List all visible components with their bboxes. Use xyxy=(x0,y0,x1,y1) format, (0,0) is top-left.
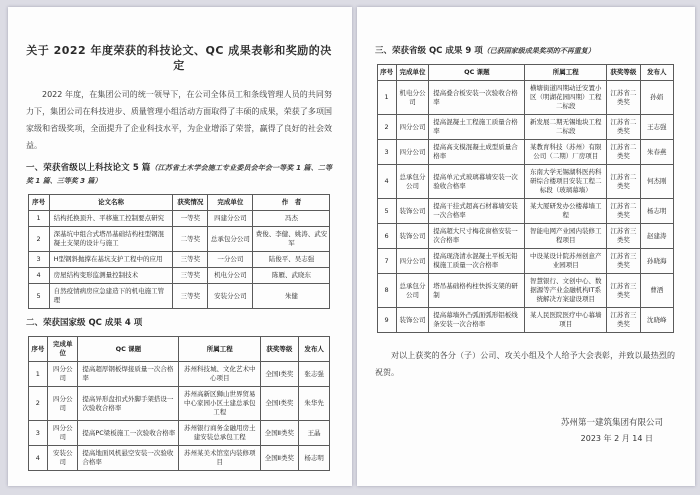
table-row xyxy=(377,81,673,115)
table-cell: 陈雁、武晓东 xyxy=(253,268,330,284)
table-cell: 朱华先 xyxy=(298,387,330,421)
table-cell: 江苏省二类奖 xyxy=(606,199,640,224)
table-cell: 提高干挂式超高石材幕墙安装一次合格率 xyxy=(429,199,525,224)
table-cell: 2 xyxy=(28,227,49,252)
table-cell: 江苏省三类奖 xyxy=(606,249,640,274)
table-header-cell: 完成单位 xyxy=(48,337,78,362)
table-cell: 四分公司 xyxy=(48,362,78,387)
table-cell: 5 xyxy=(377,199,396,224)
company-signature: 苏州第一建筑集团有限公司 xyxy=(560,418,663,428)
table-cell: 提高超厚钢板焊接质量一次合格率 xyxy=(78,362,179,387)
table-cell: 全国Ⅱ类奖 xyxy=(261,421,299,446)
table-row xyxy=(28,387,330,421)
table-cell: 3 xyxy=(28,421,48,446)
table-cell: 费俊、李健、姚涛、武安军 xyxy=(253,227,330,252)
table-cell: 4 xyxy=(28,268,49,284)
table-cell: 冯杰 xyxy=(253,211,330,227)
section3-heading xyxy=(375,45,675,58)
table-cell: 塔吊基础格构柱快拆支架的研制 xyxy=(429,274,525,308)
table-cell: 横塘街道四期动迁安置小区（明湖花园四期）工程二标段 xyxy=(525,81,606,115)
table-cell: 江苏省三类奖 xyxy=(606,224,640,249)
table-header-cell: 序号 xyxy=(28,195,49,211)
table-cell: 江苏省二类奖 xyxy=(606,81,640,115)
table-row xyxy=(377,249,673,274)
table-row xyxy=(28,227,330,252)
table-cell: 智慧银行、文创中心、数据源等产业金融机构IT系统解决方案建设项目 xyxy=(525,274,606,308)
table-cell: 深基坑中组合式塔吊基础结构柱型钢混凝土支架的设计与施工 xyxy=(49,227,173,252)
intro-paragraph: 2022 年度，在集团公司的统一领导下，在公司全体员工和条线管理人员的共同努力下，集团公司在科技进步、质量管理小组活动方面取得了丰硕的成果，荣获了多项国家级和省级奖项，全面提升了企业科技水平，为企业增添了荣誉，赢得了良好的社会效益。 xyxy=(26,90,332,150)
table-cell: 苏州某美术馆室内装修项目 xyxy=(179,446,261,471)
table-cell: 某大厦研发办公楼幕墙工程 xyxy=(525,199,606,224)
table-cell: 提高混凝土工程施工质量合格率 xyxy=(429,115,525,140)
table-cell: 总承包分公司 xyxy=(396,165,429,199)
table-cell: 赵建涛 xyxy=(640,224,673,249)
table-cell: 总承包分公司 xyxy=(208,227,253,252)
table-cell: 四分公司 xyxy=(396,140,429,165)
table-cell: 3 xyxy=(377,140,396,165)
table-row xyxy=(377,165,673,199)
table-header-row xyxy=(377,65,673,81)
table-row xyxy=(377,224,673,249)
table-cell: 四分公司 xyxy=(396,249,429,274)
table-cell: 提高PC梁板施工一次验收合格率 xyxy=(78,421,179,446)
table-cell: 沈晓峰 xyxy=(640,308,673,333)
table-cell: 8 xyxy=(377,274,396,308)
table-header-cell: 完成单位 xyxy=(208,195,253,211)
table-cell: 苏州银行商务金融用房土建安装总承包工程 xyxy=(179,421,261,446)
table-header-cell: 序号 xyxy=(28,337,48,362)
table-header-cell: 获奖等级 xyxy=(261,337,299,362)
table-cell: 江苏省二类奖 xyxy=(606,115,640,140)
table-header-cell: 获奖情况 xyxy=(173,195,208,211)
table-header-cell: QC 课题 xyxy=(78,337,179,362)
table-row xyxy=(377,199,673,224)
national-qc-table xyxy=(28,336,331,471)
table-cell: 四分公司 xyxy=(48,421,78,446)
table-cell: 智能电网产业园内装修工程项目 xyxy=(525,224,606,249)
table-cell: 提高叠合板安装一次验收合格率 xyxy=(429,81,525,115)
section1-heading xyxy=(26,162,332,188)
table-cell: 全国Ⅰ类奖 xyxy=(261,362,299,387)
document-page-left xyxy=(8,7,352,486)
table-header-row xyxy=(28,195,330,211)
provincial-qc-table xyxy=(377,64,674,333)
table-cell: 5 xyxy=(28,284,49,309)
table-cell: 提高现浇清水混凝土平板无铅模施工质量一次合格率 xyxy=(429,249,525,274)
table-row xyxy=(377,115,673,140)
table-cell: 一分公司 xyxy=(208,252,253,268)
table-cell: 1 xyxy=(377,81,396,115)
table-header-cell: 完成单位 xyxy=(396,65,429,81)
table-cell: 朱春燕 xyxy=(640,140,673,165)
table-cell: 机电分公司 xyxy=(208,268,253,284)
table-header-cell: 论文名称 xyxy=(49,195,173,211)
table-cell: 6 xyxy=(377,224,396,249)
table-row xyxy=(377,308,673,333)
table-cell: 何杰刚 xyxy=(640,165,673,199)
table-header-cell: 发布人 xyxy=(640,65,673,81)
table-cell: 陆俊平、吴志强 xyxy=(253,252,330,268)
table-row xyxy=(28,446,330,471)
table-header-cell: QC 课题 xyxy=(429,65,525,81)
table-cell: 三等奖 xyxy=(173,252,208,268)
table-cell: 曹洒 xyxy=(640,274,673,308)
table-row xyxy=(28,268,330,284)
signature-block xyxy=(375,415,675,447)
table-cell: 张志强 xyxy=(298,362,330,387)
table-row xyxy=(377,140,673,165)
table-cell: 2 xyxy=(377,115,396,140)
table-cell: 一等奖 xyxy=(173,211,208,227)
table-cell: 1 xyxy=(28,211,49,227)
section3-heading-text: 三、荣获省级 QC 成果 9 项 xyxy=(375,46,483,56)
table-row xyxy=(28,211,330,227)
section1-note: （江苏省土木学会施工专业委员会年会一等奖 1 篇、二等奖 1 篇、三等奖 3 篇） xyxy=(26,164,332,185)
document-page-right xyxy=(357,7,695,486)
table-cell: 朱健 xyxy=(253,284,330,309)
table-cell: 全国Ⅰ类奖 xyxy=(261,387,299,421)
table-row xyxy=(377,274,673,308)
table-cell: 3 xyxy=(28,252,49,268)
table-header-cell: 作 者 xyxy=(253,195,330,211)
page-title: 关于 2022 年度荣获的科技论文、QC 成果表彰和奖励的决定 xyxy=(26,44,332,72)
table-cell: 苏州科技城、文化艺术中心项目 xyxy=(179,362,261,387)
table-cell: 提高单元式玻璃幕墙安装一次验收合格率 xyxy=(429,165,525,199)
table-cell: 二等奖 xyxy=(173,227,208,252)
table-header-cell: 获奖等级 xyxy=(606,65,640,81)
table-cell: 某教育科技（苏州）有限公司（二期）厂房项目 xyxy=(525,140,606,165)
table-cell: 7 xyxy=(377,249,396,274)
table-cell: 4 xyxy=(377,165,396,199)
table-cell: 9 xyxy=(377,308,396,333)
table-cell: 杨志明 xyxy=(298,446,330,471)
table-cell: 提高超大尺寸梅花窗格安装一次合格率 xyxy=(429,224,525,249)
table-cell: 杨志明 xyxy=(640,199,673,224)
table-cell: 1 xyxy=(28,362,48,387)
table-cell: 江苏省三类奖 xyxy=(606,274,640,308)
table-cell: 江苏省三类奖 xyxy=(606,308,640,333)
table-cell: 自然疫情病房应急建造下的机电施工管理 xyxy=(49,284,173,309)
table-cell: 总承包分公司 xyxy=(396,274,429,308)
table-cell: 装饰公司 xyxy=(396,199,429,224)
table-cell: 安装分公司 xyxy=(208,284,253,309)
table-cell: 东南大学无锡湖科医药科研综合楼项目安装工程二标段（玻璃幕墙） xyxy=(525,165,606,199)
table-header-cell: 序号 xyxy=(377,65,396,81)
table-cell: 机电分公司 xyxy=(396,81,429,115)
table-row xyxy=(28,421,330,446)
table-row xyxy=(28,284,330,309)
table-cell: H型钢斜抛撑在基坑支护工程中的应用 xyxy=(49,252,173,268)
table-cell: 王晶 xyxy=(298,421,330,446)
issue-date: 2023 年 2 月 14 日 xyxy=(580,434,653,443)
table-cell: 江苏省二类奖 xyxy=(606,165,640,199)
table-cell: 装饰公司 xyxy=(396,224,429,249)
table-cell: 2 xyxy=(28,387,48,421)
table-cell: 装饰公司 xyxy=(396,308,429,333)
table-cell: 结构托换顶升、平移施工控制要点研究 xyxy=(49,211,173,227)
section2-heading: 二、荣获国家级 QC 成果 4 项 xyxy=(26,318,143,328)
table-cell: 提高地面风机悬空安装一次验收合格率 xyxy=(78,446,179,471)
table-header-cell: 所属工程 xyxy=(179,337,261,362)
table-cell: 提高高支模混凝土成型质量合格率 xyxy=(429,140,525,165)
table-cell: 江苏省二类奖 xyxy=(606,140,640,165)
table-cell: 4 xyxy=(28,446,48,471)
table-header-cell: 发布人 xyxy=(298,337,330,362)
section3-note: （已获国家级成果奖项的不再重复） xyxy=(482,47,595,55)
table-cell: 四建分公司 xyxy=(208,211,253,227)
table-cell: 中设某设计院苏州创意产业园项目 xyxy=(525,249,606,274)
table-header-cell: 所属工程 xyxy=(525,65,606,81)
table-cell: 某人民医院医疗中心幕墙项目 xyxy=(525,308,606,333)
papers-award-table xyxy=(28,194,331,309)
table-cell: 四分公司 xyxy=(48,387,78,421)
table-cell: 孙晓海 xyxy=(640,249,673,274)
table-header-row xyxy=(28,337,330,362)
table-row xyxy=(28,362,330,387)
table-cell: 提高幕墙外凸弧面弧形铝板线条安装一次合格率 xyxy=(429,308,525,333)
table-cell: 三等奖 xyxy=(173,284,208,309)
table-cell: 孙娟 xyxy=(640,81,673,115)
closing-paragraph: 对以上获奖的各分（子）公司、攻关小组及个人给予大会表彰，并致以最热烈的祝贺。 xyxy=(375,351,675,377)
table-cell: 新发展二期无锡地块工程二标段 xyxy=(525,115,606,140)
section1-heading-text: 一、荣获省级以上科技论文 5 篇 xyxy=(26,163,151,173)
table-cell: 全国Ⅱ类奖 xyxy=(261,446,299,471)
table-cell: 安装公司 xyxy=(48,446,78,471)
table-cell: 三等奖 xyxy=(173,268,208,284)
table-cell: 提高异形盘扣式外脚手架搭设一次验收合格率 xyxy=(78,387,179,421)
table-cell: 王志强 xyxy=(640,115,673,140)
table-cell: 苏州高新区狮山世界贸易中心家园小区土建总承包工程 xyxy=(179,387,261,421)
table-row xyxy=(28,252,330,268)
table-cell: 四分公司 xyxy=(396,115,429,140)
table-cell: 房屋结构变形监测量控制技术 xyxy=(49,268,173,284)
